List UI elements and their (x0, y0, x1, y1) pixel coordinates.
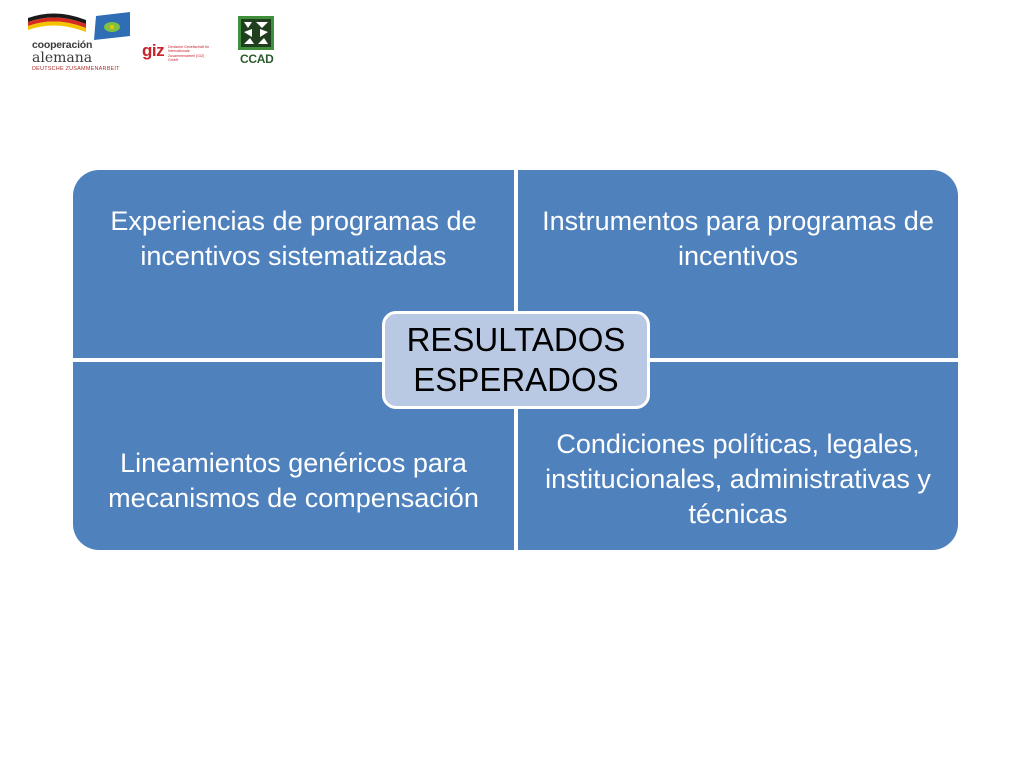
alemana-text: alemana (32, 49, 93, 66)
center-results-box (382, 311, 650, 409)
giz-subtext: Deutsche Gesellschaft für Internationale Zusammenarbeit (GIZ) GmbH (168, 45, 210, 62)
ccad-wordmark: CCAD (240, 52, 274, 66)
quadrant-bottom-left-text: Lineamientos genéricos para mecanismos de compensación (108, 448, 479, 513)
center-results-text: RESULTADOS ESPERADOS (406, 321, 626, 398)
deutsche-zusammenarbeit-text: DEUTSCHE ZUSAMMENARBEIT (32, 65, 120, 72)
quadrant-top-right-text: Instrumentos para programas de incentivos (542, 206, 934, 271)
quadrant-top-left-text: Experiencias de programas de incentivos sistematizadas (110, 206, 477, 271)
cooperacion-text: cooperación (32, 39, 93, 51)
giz-wordmark: giz (142, 41, 165, 60)
quadrant-bottom-right-text: Condiciones políticas, legales, institucionales, administrativas y técnicas (545, 429, 931, 529)
